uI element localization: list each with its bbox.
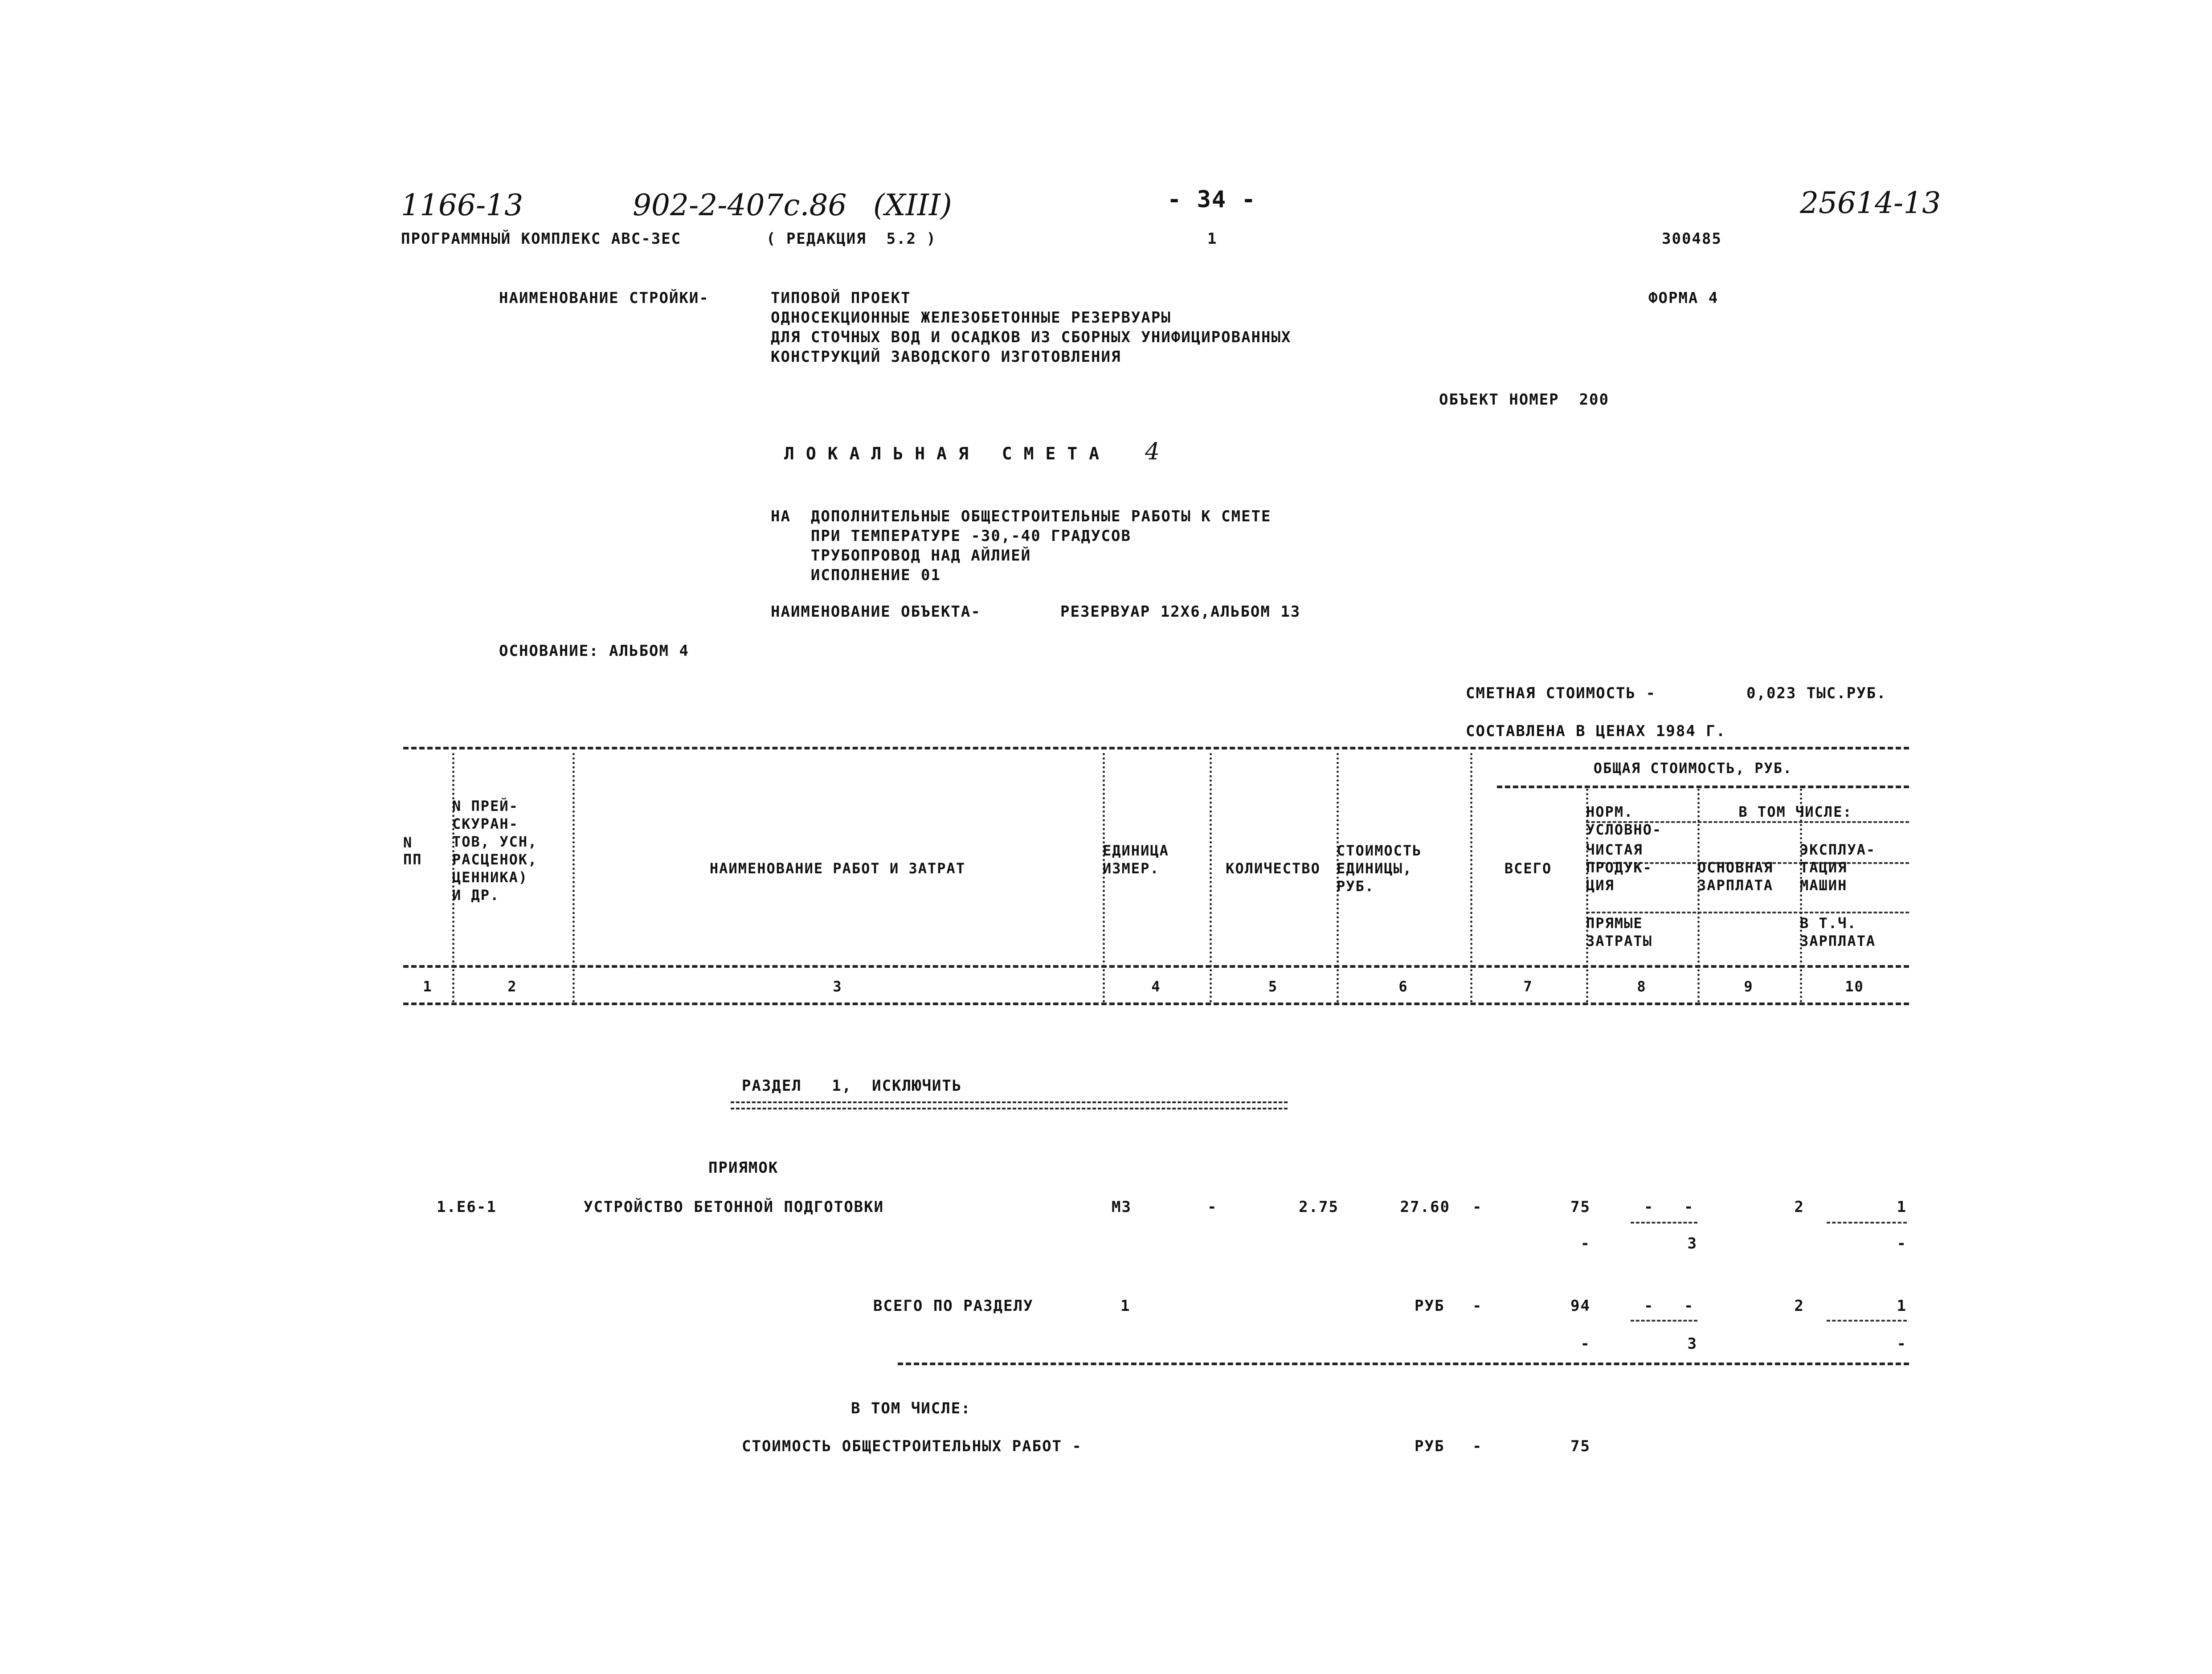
group-header-total-cost: ОБЩАЯ СТОИМОСТЬ, РУБ. [1593,760,1793,777]
header-col-10-subline: В Т.Ч. [1800,915,1857,932]
column-divider [1103,753,1105,1003]
header-col-8-subline: ПРЯМЫЕ [1586,915,1643,932]
header-col-7: ВСЕГО [1504,860,1552,877]
header-col-2-line: ТОВ, УСН, [452,833,538,850]
row-code: 1.Е6-1 [437,1198,497,1216]
purpose-line-1: НА ДОПОЛНИТЕЛЬНЫЕ ОБЩЕСТРОИТЕЛЬНЫЕ РАБОТЫ К СМЕТЕ [771,508,1272,525]
row-col10: 1 [1897,1198,1907,1216]
col-num-8: 8 [1637,978,1647,995]
row-unit: М3 [1112,1198,1132,1216]
section-subheading: ПРИЯМОК [708,1159,779,1177]
section-summary-unit: РУБ [1415,1297,1445,1315]
section-title: РАЗДЕЛ 1, ИСКЛЮЧИТЬ [742,1077,962,1095]
col-num-7: 7 [1523,978,1533,995]
header-col-4-line: ИЗМЕР. [1103,860,1160,877]
col-num-5: 5 [1268,978,1278,995]
col-num-3: 3 [833,978,842,995]
section-summary-sub-col9: 3 [1687,1335,1697,1353]
header-col-9-line: ОСНОВНАЯ [1697,859,1774,876]
summary-fraction-line-8 [1631,1320,1697,1322]
handwritten-right-code: 25614-13 [1800,186,1941,220]
col-num-1: 1 [423,978,433,995]
title-line-1: ТИПОВОЙ ПРОЕКТ [771,289,911,307]
section-summary-col8-a: - [1644,1297,1654,1315]
document-code: 300485 [1662,230,1722,248]
header-col-2-line: И ДР. [452,887,500,904]
row-col8-b: - [1684,1198,1694,1216]
title-line-3: ДЛЯ СТОЧНЫХ ВОД И ОСАДКОВ ИЗ СБОРНЫХ УНИФИЦИРОВАННЫХ [771,328,1292,346]
header-bottom-rule [403,965,1909,968]
col-num-6: 6 [1398,978,1408,995]
section-summary-number: 1 [1120,1297,1131,1315]
row-dash: - [1207,1198,1218,1216]
section-summary-col9: 2 [1794,1297,1804,1315]
price-level: СОСТАВЛЕНА В ЦЕНАХ 1984 Г. [1466,722,1726,740]
header-col-10-subline: ЗАРПЛАТА [1800,933,1876,950]
works-cost-sign: - [1472,1437,1483,1455]
col-num-2: 2 [507,978,517,995]
header-col-1-line: ПП [403,851,422,868]
row-sub-col9: 3 [1687,1235,1697,1252]
column-divider [1210,753,1212,1003]
header-col-9-line: ЗАРПЛАТА [1697,877,1774,894]
row-fraction-line-10 [1827,1222,1907,1224]
works-cost-unit: РУБ [1415,1437,1445,1455]
column-number-rule [403,1003,1909,1005]
header-col-5: КОЛИЧЕСТВО [1226,860,1321,877]
header-col-9-line: В ТОМ ЧИСЛЕ: [1738,803,1852,820]
estimate-number: 4 [1145,438,1160,465]
handwritten-volume: (XIII) [873,188,952,222]
works-cost-label: СТОИМОСТЬ ОБЩЕСТРОИТЕЛЬНЫХ РАБОТ - [742,1437,1082,1455]
table-top-rule [403,747,1909,749]
subheader-rule-3 [1586,912,1909,913]
col-num-9: 9 [1744,978,1754,995]
purpose-line-2: ПРИ ТЕМПЕРАТУРЕ -30,-40 ГРАДУСОВ [771,527,1131,545]
column-divider [1586,789,1588,1003]
row-fraction-line-8 [1631,1222,1697,1224]
header-col-6-line: РУБ. [1337,878,1375,895]
row-sub-col10: - [1897,1235,1907,1252]
header-col-2-line: СКУРАН- [452,815,519,832]
header-col-8-line: УСЛОВНО- [1586,821,1662,838]
object-name: РЕЗЕРВУАР 12Х6,АЛЬБОМ 13 [1060,603,1301,621]
object-label: НАИМЕНОВАНИЕ ОБЪЕКТА- [771,603,981,621]
form-number: ФОРМА 4 [1648,289,1719,307]
title-line-2: ОДНОСЕКЦИОННЫЕ ЖЕЛЕЗОБЕТОННЫЕ РЕЗЕРВУАРЫ [771,309,1171,327]
row-quantity: 2.75 [1299,1198,1339,1216]
sheet-number: 1 [1207,230,1218,248]
column-divider [1800,789,1802,1003]
header-col-4-line: ЕДИНИЦА [1103,842,1169,859]
summary-rule [898,1363,1909,1365]
section-summary-sub-col10: - [1897,1335,1907,1353]
row-col9: 2 [1794,1198,1804,1216]
row-work-name: УСТРОЙСТВО БЕТОННОЙ ПОДГОТОВКИ [584,1198,884,1216]
row-col8-a: - [1644,1198,1654,1216]
title-line-4: КОНСТРУКЦИЙ ЗАВОДСКОГО ИЗГОТОВЛЕНИЯ [771,348,1121,366]
page-number: - 34 - [1167,186,1256,213]
summary-fraction-line-10 [1827,1320,1907,1322]
section-underline [731,1101,1288,1109]
column-divider [1697,789,1700,1003]
handwritten-left-code: 1166-13 [401,188,523,222]
header-col-1-line: N [403,834,413,851]
purpose-line-4: ИСПОЛНЕНИЕ 01 [771,566,941,584]
column-divider [572,753,575,1003]
works-cost-value: 75 [1570,1437,1591,1455]
estimate-title: ЛОКАЛЬНАЯ СМЕТА [784,444,1111,463]
row-sub-total: - [1580,1235,1591,1252]
section-summary-col10: 1 [1897,1297,1907,1315]
header-col-8-line: ЧИСТАЯ [1586,841,1643,858]
construction-label: НАИМЕНОВАНИЕ СТРОЙКИ- [499,289,709,307]
header-col-3: НАИМЕНОВАНИЕ РАБОТ И ЗАТРАТ [709,860,966,877]
section-summary-col8-b: - [1684,1297,1694,1315]
header-col-8-line: ЦИЯ [1586,877,1615,894]
section-summary-sign: - [1472,1297,1483,1315]
group-header-rule [1497,786,1909,788]
basis: ОСНОВАНИЕ: АЛЬБОМ 4 [499,642,689,660]
including-label: В ТОМ ЧИСЛЕ: [851,1400,971,1417]
object-number: ОБЪЕКТ НОМЕР 200 [1439,391,1609,409]
program-name: ПРОГРАММНЫЙ КОМПЛЕКС АВС-ЗЕС [401,230,682,248]
header-col-10-line: ТАЦИЯ [1800,859,1848,876]
row-unit-cost: 27.60 [1400,1198,1450,1216]
header-col-8-line: ПРОДУК- [1586,859,1652,876]
col-num-10: 10 [1845,978,1864,995]
program-edition: ( РЕДАКЦИЯ 5.2 ) [766,230,936,248]
row-total: 75 [1570,1198,1591,1216]
header-col-10-line: МАШИН [1800,877,1848,894]
handwritten-project-code: 902-2-407с.86 [633,188,847,222]
column-divider [1470,753,1472,1003]
header-col-6-line: ЕДИНИЦЫ, [1337,860,1413,877]
purpose-line-3: ТРУБОПРОВОД НАД АЙЛИЕЙ [771,547,1031,565]
header-col-6-line: СТОИМОСТЬ [1337,842,1422,859]
section-summary-label: ВСЕГО ПО РАЗДЕЛУ [873,1297,1034,1315]
header-col-8-subline: ЗАТРАТЫ [1586,933,1652,950]
header-col-10-line: ЭКСПЛУА- [1800,841,1876,858]
header-col-2-line: ЦЕННИКА) [452,869,528,886]
estimated-cost-label: СМЕТНАЯ СТОИМОСТЬ - [1466,684,1656,702]
row-sign: - [1472,1198,1483,1216]
section-summary-total: 94 [1570,1297,1591,1315]
header-col-2-line: N ПРЕЙ- [452,798,519,814]
estimated-cost-value: 0,023 ТЫС.РУБ. [1746,684,1887,702]
header-col-2-line: РАСЦЕНОК, [452,851,538,868]
header-col-8-line: НОРМ. [1586,803,1634,820]
col-num-4: 4 [1151,978,1161,995]
section-summary-sub-total: - [1580,1335,1591,1353]
